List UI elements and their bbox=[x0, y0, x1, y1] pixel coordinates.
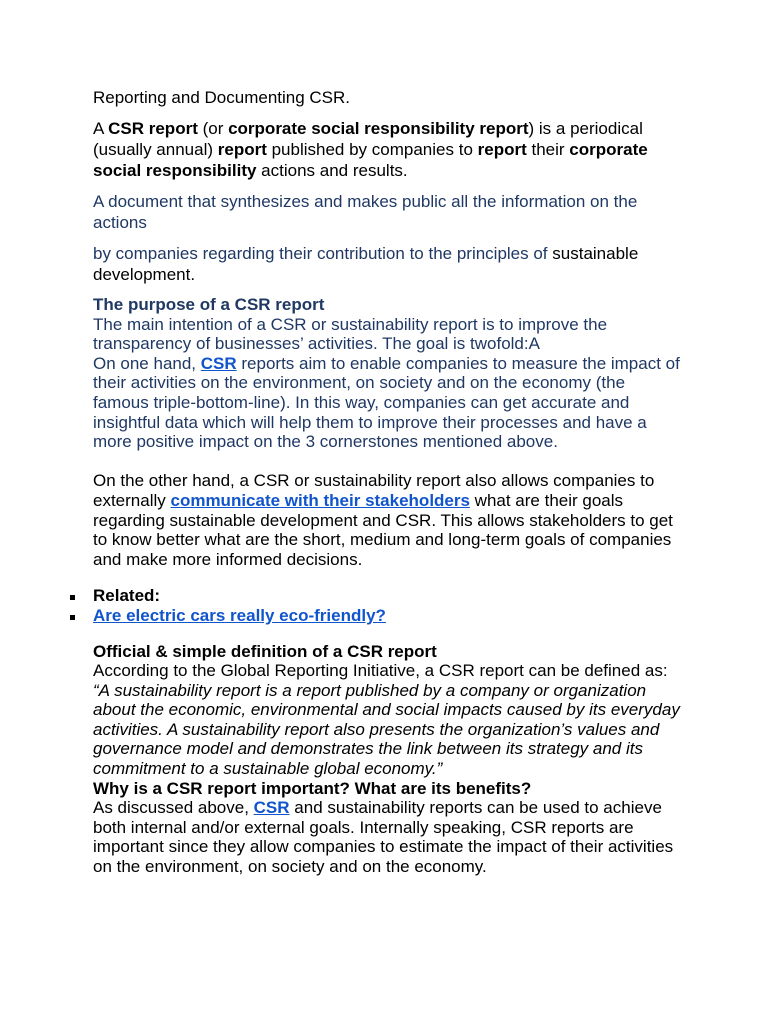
other-hand-paragraph bbox=[93, 471, 683, 569]
gri-quote: “A sustainability report is a report published by a company or organization about the economic, environmental and social impacts caused by its everyday activities. A sustainability report also presents the organization’s values and governance model and demonstrates the link between its strategy and its commitment to a sustainable global economy.” bbox=[93, 680, 680, 779]
stakeholders-link[interactable]: communicate with their stakeholders bbox=[170, 490, 470, 510]
intro-text-1: A bbox=[93, 119, 109, 138]
definition-black-text: sustainable development. bbox=[93, 244, 639, 284]
intro-bold-3: report bbox=[217, 140, 267, 159]
document-page bbox=[93, 87, 683, 877]
purpose-paragraph-2 bbox=[93, 354, 683, 452]
why-paragraph bbox=[93, 798, 683, 876]
csr-link-1[interactable]: CSR bbox=[200, 353, 237, 373]
intro-bold-5: corporate social responsibility bbox=[93, 140, 648, 180]
definition-blue-text: by companies regarding their contribution to the principles of bbox=[93, 244, 553, 263]
purpose-p2-text-a: On one hand, bbox=[93, 353, 201, 373]
purpose-paragraph-1: The main intention of a CSR or sustainability report is to improve the transparency of businesses’ activities. The goal is twofold:A bbox=[93, 314, 608, 354]
official-text: According to the Global Reporting Initiative, a CSR report can be defined as: bbox=[93, 661, 668, 681]
bullet-square-icon bbox=[70, 615, 75, 620]
intro-text-3: ) is a periodical (usually annual) bbox=[93, 119, 643, 159]
why-heading: Why is a CSR report important? What are its benefits? bbox=[93, 778, 532, 798]
other-hand-text-b: what are their goals regarding sustainable development and CSR. This allows stakeholders to get to know better what are the short, medium and long-term goals of companies and make more informed decisions. bbox=[93, 490, 673, 569]
purpose-heading: The purpose of a CSR report bbox=[93, 295, 325, 314]
electric-cars-link[interactable]: Are electric cars really eco-friendly? bbox=[93, 605, 386, 625]
intro-text-6: actions and results. bbox=[256, 161, 408, 180]
intro-text-4: published by companies to bbox=[266, 140, 478, 159]
csr-link-2[interactable]: CSR bbox=[253, 798, 290, 818]
why-text-a: As discussed above, bbox=[93, 798, 254, 818]
why-text-b: and sustainability reports can be used to achieve both internal and/or external goals. Internally speaking, CSR reports are important since they allow companies to estimate the impact of their activities on the environment, on society and on the economy. bbox=[93, 798, 674, 877]
list-item bbox=[93, 586, 683, 606]
list-item bbox=[93, 606, 683, 626]
official-heading: Official & simple definition of a CSR report bbox=[93, 641, 437, 661]
bullet-square-icon bbox=[70, 595, 75, 600]
intro-text-5: their bbox=[526, 140, 570, 159]
other-hand-text-a: On the other hand, a CSR or sustainability report also allows companies to externally bbox=[93, 471, 655, 510]
intro-paragraph bbox=[93, 118, 683, 181]
intro-text-2: (or bbox=[197, 119, 229, 138]
related-list bbox=[93, 586, 683, 625]
definition-line-1: A document that synthesizes and makes public all the information on the actions bbox=[93, 192, 638, 232]
intro-bold-2: corporate social responsibility report bbox=[228, 119, 529, 138]
related-label: Related: bbox=[93, 586, 161, 606]
intro-bold-4: report bbox=[477, 140, 527, 159]
document-title: Reporting and Documenting CSR. bbox=[93, 88, 351, 107]
definition-line-2 bbox=[93, 243, 683, 285]
intro-bold-1: CSR report bbox=[108, 119, 198, 138]
purpose-p2-text-b: reports aim to enable companies to measure the impact of their activities on the environment, on society and on the economy (the famous triple-bottom-line). In this way, companies can get accurate and insightful data which will help them to improve their processes and have a more positive impact on the 3 cornerstones mentioned above. bbox=[93, 353, 680, 452]
